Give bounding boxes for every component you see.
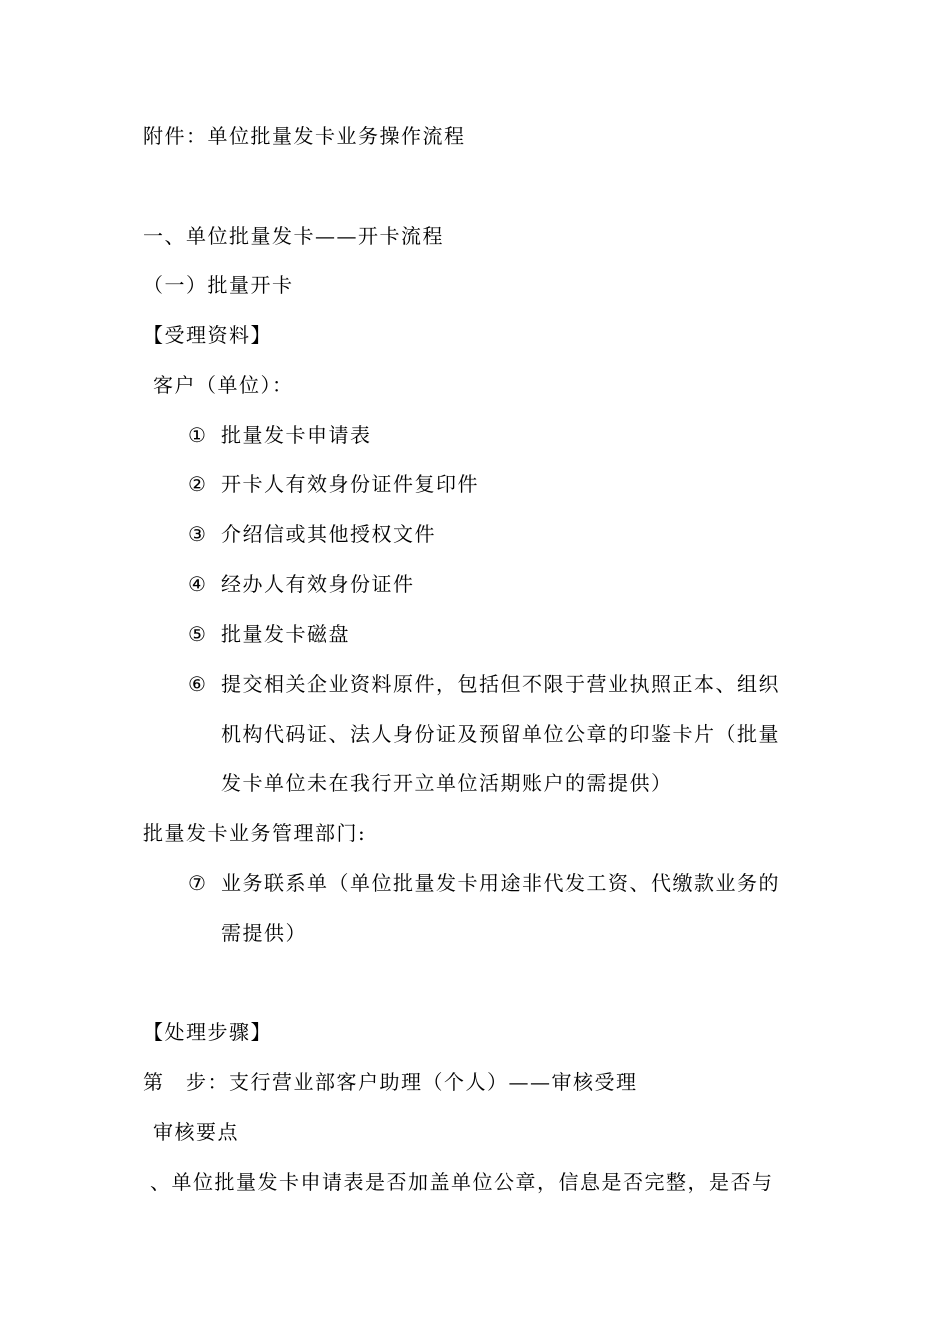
list-item xyxy=(188,620,350,648)
list-item-continuation: 发卡单位未在我行开立单位活期账户的需提供） xyxy=(221,771,673,795)
item-number: ③ xyxy=(188,522,208,546)
list-item xyxy=(188,670,780,698)
step-heading: 第 步：支行营业部客户助理（个人）——审核受理 xyxy=(143,1070,638,1094)
sub-heading: （一）批量开卡 xyxy=(143,273,294,297)
dept-label: 批量发卡业务管理部门: xyxy=(143,821,367,845)
section-heading: 一、单位批量发卡——开卡流程 xyxy=(143,224,444,248)
materials-label: 【受理资料】 xyxy=(143,323,272,347)
list-item-continuation: 机构代码证、法人身份证及预留单位公章的印鉴卡片（批量 xyxy=(221,722,780,746)
item-number: ① xyxy=(188,423,208,447)
list-item xyxy=(188,470,479,498)
item-text: 提交相关企业资料原件，包括但不限于营业执照正本、组织 xyxy=(221,672,780,696)
review-points-label: 审核要点 xyxy=(153,1120,239,1144)
item-text: 介绍信或其他授权文件 xyxy=(221,522,436,546)
item-text: 批量发卡磁盘 xyxy=(221,622,350,646)
item-number: ② xyxy=(188,472,208,496)
item-number: ⑦ xyxy=(188,871,208,895)
list-item xyxy=(188,421,372,449)
item-text: 经办人有效身份证件 xyxy=(221,572,415,596)
item-number: ⑤ xyxy=(188,622,208,646)
item-text: 业务联系单（单位批量发卡用途非代发工资、代缴款业务的 xyxy=(221,871,780,895)
list-item-continuation: 需提供） xyxy=(221,921,307,945)
item-number: ⑥ xyxy=(188,672,208,696)
item-text: 开卡人有效身份证件复印件 xyxy=(221,472,479,496)
steps-label: 【处理步骤】 xyxy=(143,1020,272,1044)
list-item xyxy=(188,570,415,598)
list-item xyxy=(188,520,436,548)
customer-label: 客户（单位）： xyxy=(153,373,294,397)
item-text: 批量发卡申请表 xyxy=(221,423,372,447)
list-item xyxy=(188,869,780,897)
attachment-title: 附件：单位批量发卡业务操作流程 xyxy=(143,124,466,148)
review-text: 、单位批量发卡申请表是否加盖单位公章，信息是否完整，是否与 xyxy=(150,1170,774,1194)
item-number: ④ xyxy=(188,572,208,596)
